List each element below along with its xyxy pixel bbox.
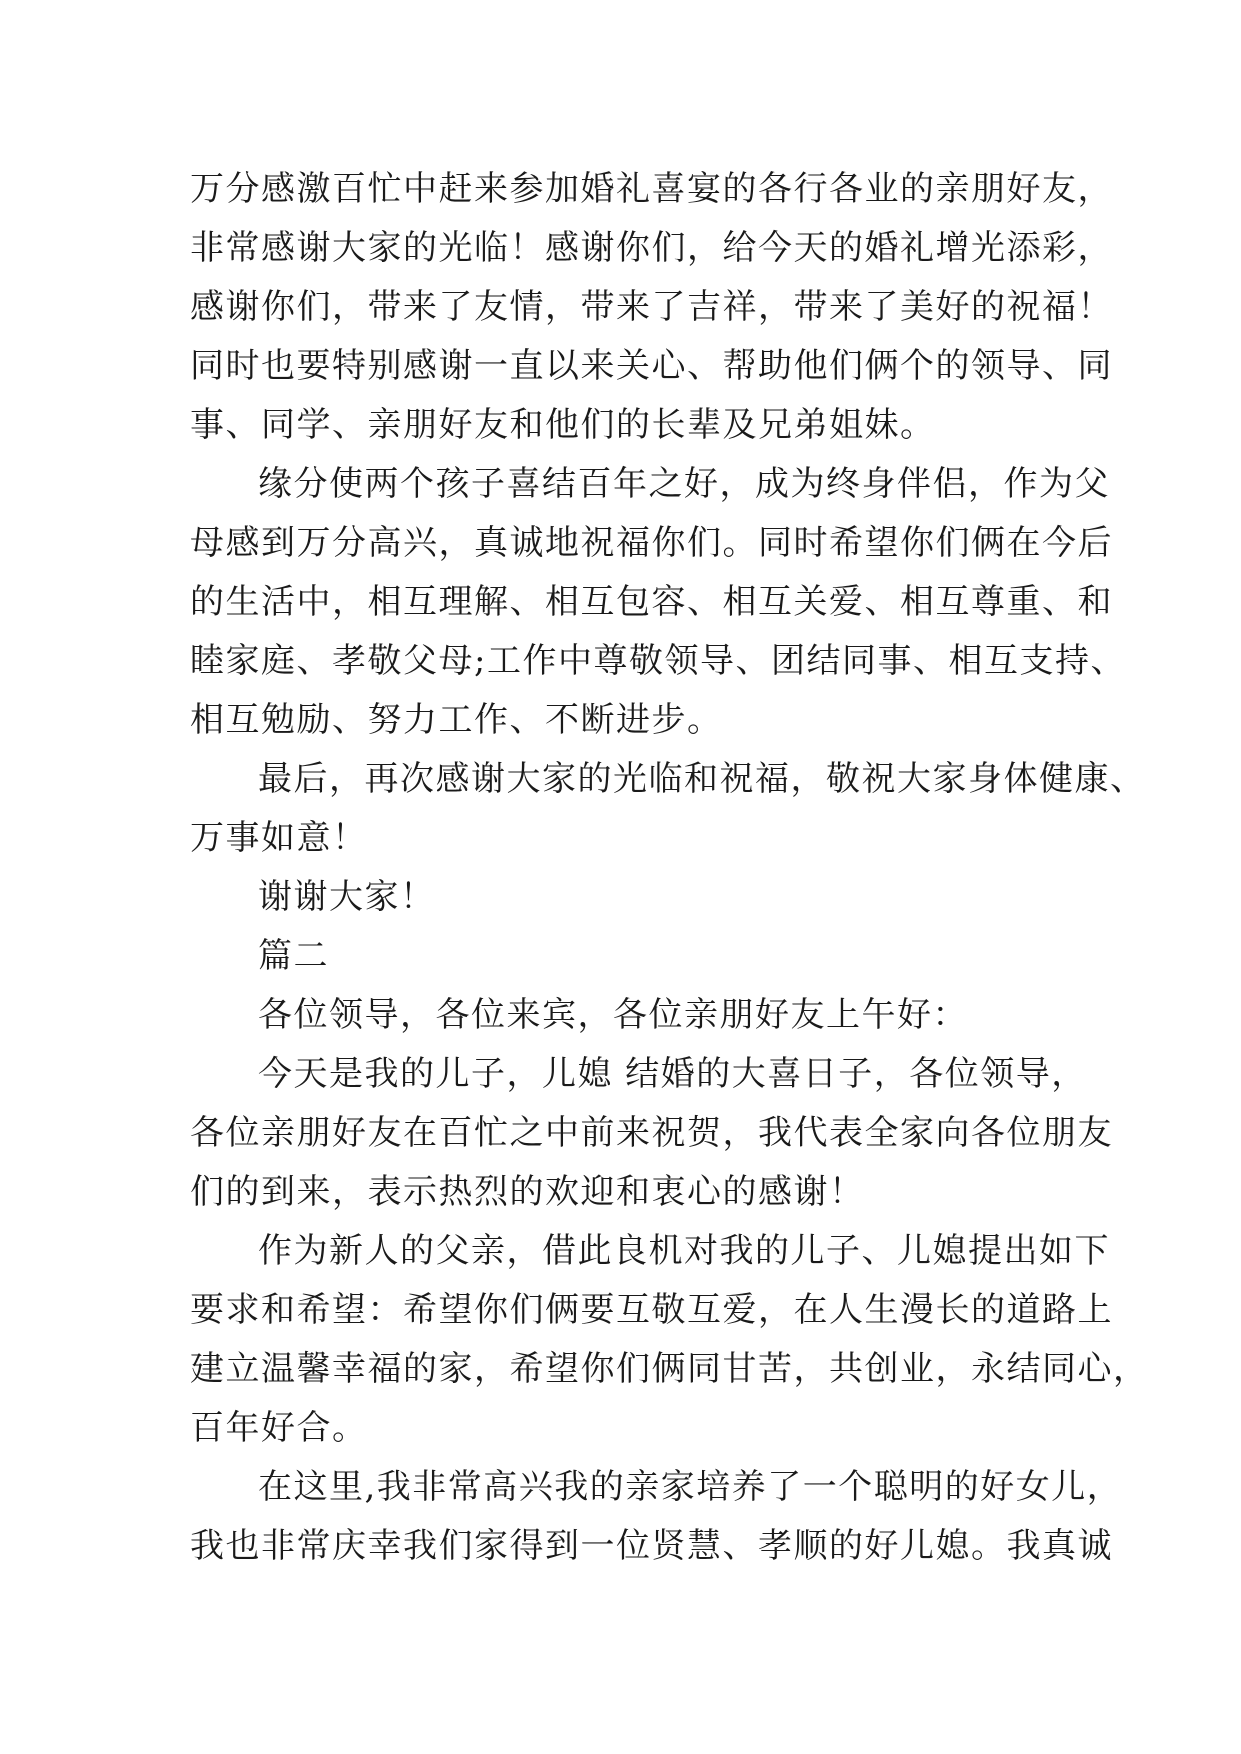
text-line: 篇二 <box>258 936 329 976</box>
text-line: 建立温馨幸福的家，希望你们俩同甘苦，共创业，永结同心， <box>190 1349 1149 1389</box>
text-line: 我也非常庆幸我们家得到一位贤慧、孝顺的好儿媳。我真诚 <box>190 1526 1113 1566</box>
text-line: 作为新人的父亲，借此良机对我的儿子、儿媳提出如下 <box>258 1231 1110 1271</box>
text-line: 事、同学、亲朋好友和他们的长辈及兄弟姐妹。 <box>190 405 936 445</box>
text-line: 各位领导，各位来宾，各位亲朋好友上午好： <box>258 995 968 1035</box>
text-line: 们的到来，表示热烈的欢迎和衷心的感谢！ <box>190 1172 865 1212</box>
text-line: 谢谢大家！ <box>258 877 436 917</box>
document-body <box>190 160 1149 1576</box>
text-line: 睦家庭、孝敬父母;工作中尊敬领导、团结同事、相互支持、 <box>190 641 1126 681</box>
text-line: 缘分使两个孩子喜结百年之好，成为终身伴侣，作为父 <box>258 464 1110 504</box>
text-line: 百年好合。 <box>190 1408 368 1448</box>
text-line: 最后，再次感谢大家的光临和祝福，敬祝大家身体健康、 <box>258 759 1146 799</box>
text-line: 感谢你们，带来了友情，带来了吉祥，带来了美好的祝福！ <box>190 287 1113 327</box>
text-line: 万分感激百忙中赶来参加婚礼喜宴的各行各业的亲朋好友， <box>190 169 1113 209</box>
text-line: 相互勉励、努力工作、不断进步。 <box>190 700 723 740</box>
text-line: 母感到万分高兴，真诚地祝福你们。同时希望你们俩在今后 <box>190 523 1113 563</box>
text-line: 在这里,我非常高兴我的亲家培养了一个聪明的好女儿， <box>258 1467 1123 1507</box>
text-line: 各位亲朋好友在百忙之中前来祝贺，我代表全家向各位朋友 <box>190 1113 1113 1153</box>
text-line: 今天是我的儿子，儿媳 结婚的大喜日子，各位领导， <box>258 1054 1087 1094</box>
text-line: 万事如意！ <box>190 818 368 858</box>
text-line: 要求和希望：希望你们俩要互敬互爱，在人生漫长的道路上 <box>190 1290 1113 1330</box>
text-line: 非常感谢大家的光临！感谢你们，给今天的婚礼增光添彩， <box>190 228 1113 268</box>
text-line: 的生活中，相互理解、相互包容、相互关爱、相互尊重、和 <box>190 582 1113 622</box>
text-line: 同时也要特别感谢一直以来关心、帮助他们俩个的领导、同 <box>190 346 1113 386</box>
